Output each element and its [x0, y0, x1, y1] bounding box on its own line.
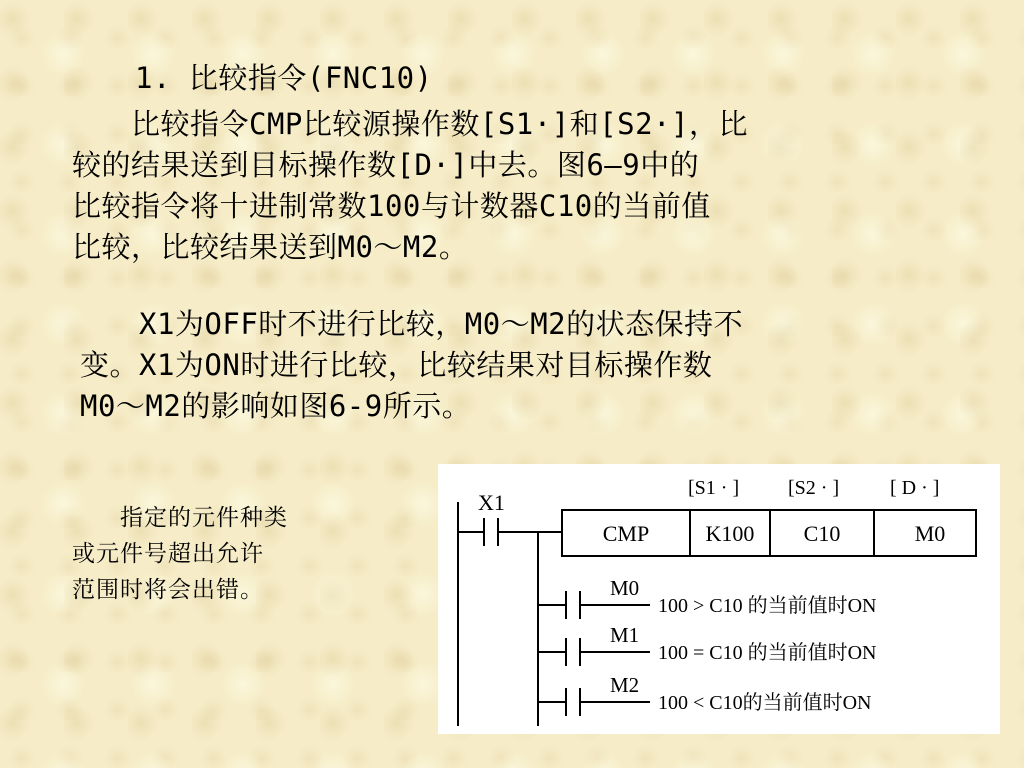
output-description-m2: 100 < C10的当前值时ON: [658, 692, 872, 714]
contact-label-m2: M2: [610, 673, 640, 697]
page-heading: 1. 比较指令(FNC10): [135, 61, 433, 95]
paragraph-line: M0～M2的影响如图6-9所示。: [80, 389, 472, 423]
paragraph-line: 变。X1为ON时进行比较，比较结果对目标操作数: [80, 348, 713, 382]
error-note: [72, 500, 288, 608]
paragraph-line: 比较指令CMP比较源操作数[S1·]和[S2·]，比: [72, 107, 748, 141]
operand-label-s1: [S1 · ]: [688, 477, 740, 499]
note-line: 指定的元件种类: [72, 505, 288, 531]
contact-label-m0: M0: [610, 576, 640, 600]
contact-label-m1: M1: [610, 623, 640, 647]
ladder-diagram-panel: [438, 464, 1000, 734]
note-line: 范围时将会出错。: [72, 577, 264, 603]
paragraph-cmp-description: [72, 104, 748, 268]
paragraph-line: 较的结果送到目标操作数[D·]中去。图6—9中的: [72, 148, 700, 182]
paragraph-line: 比较，比较结果送到M0～M2。: [72, 230, 469, 264]
paragraph-x1-behavior: [80, 304, 743, 427]
operand-label-s2: [S2 · ]: [788, 477, 840, 499]
operand-m0: M0: [914, 521, 946, 546]
ladder-diagram: [438, 464, 1000, 734]
paragraph-line: 比较指令将十进制常数100与计数器C10的当前值: [72, 189, 711, 223]
contact-label-x1: X1: [478, 490, 505, 515]
operand-label-d: [ D · ]: [890, 477, 940, 499]
output-description-m0: 100 > C10 的当前值时ON: [658, 595, 877, 617]
instruction-cmp: CMP: [602, 521, 650, 546]
paragraph-line: X1为OFF时不进行比较，M0～M2的状态保持不: [80, 307, 744, 341]
note-line: 或元件号超出允许: [72, 541, 264, 567]
operand-k100: K100: [705, 521, 755, 546]
operand-c10: C10: [803, 521, 841, 546]
output-description-m1: 100 = C10 的当前值时ON: [658, 642, 877, 664]
